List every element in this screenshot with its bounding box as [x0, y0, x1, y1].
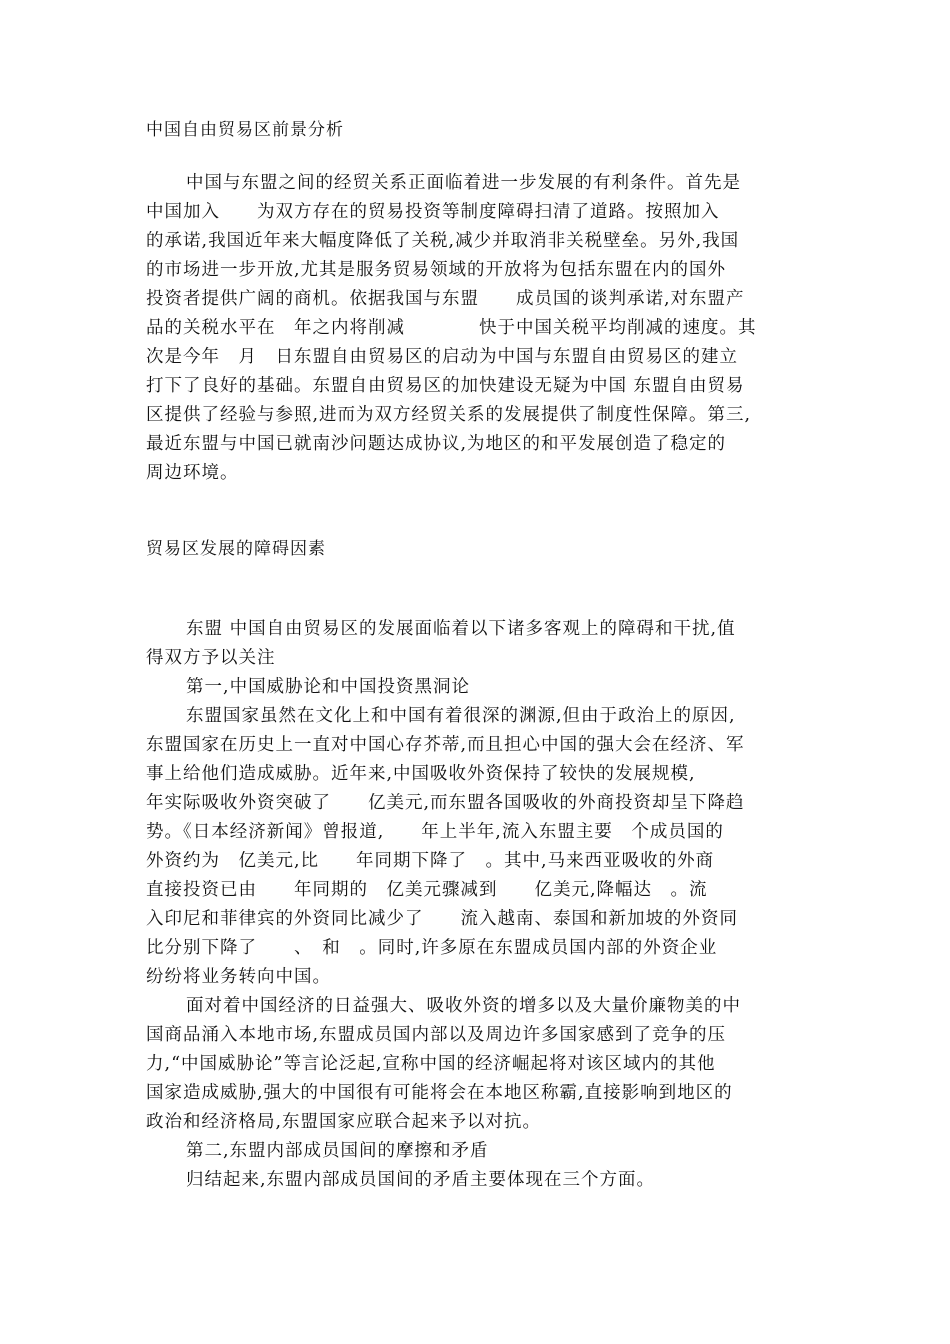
paragraph-line: 国家造成威胁,强大的中国很有可能将会在本地区称霸,直接影响到地区的: [146, 1083, 733, 1103]
paragraph-line: 东盟国家虽然在文化上和中国有着很深的渊源,但由于政治上的原因,: [186, 706, 736, 726]
paragraph-line: 政治和经济格局,东盟国家应联合起来予以对抗。: [146, 1112, 542, 1132]
heading-prospect-analysis: 中国自由贸易区前景分析: [146, 120, 344, 140]
paragraph-line: 归结起来,东盟内部成员国间的矛盾主要体现在三个方面。: [186, 1170, 656, 1190]
paragraph-line: 中国加入 为双方存在的贸易投资等制度障碍扫清了道路。按照加入: [146, 202, 720, 222]
paragraph-line: 的承诺,我国近年来大幅度降低了关税,减少并取消非关税壁垒。另外,我国: [146, 231, 740, 251]
paragraph-line: 直接投资已由 年同期的 亿美元骤减到 亿美元,降幅达 。流: [146, 880, 708, 900]
paragraph-line: 得双方予以关注: [146, 648, 276, 668]
paragraph-line: 打下了良好的基础。东盟自由贸易区的加快建设无疑为中国 东盟自由贸易: [146, 376, 745, 396]
paragraph-line: 面对着中国经济的日益强大、吸收外资的增多以及大量价廉物美的中: [186, 996, 741, 1016]
paragraph-line: 力,“中国威胁论”等言论泛起,宣称中国的经济崛起将对该区域内的其他: [146, 1054, 716, 1074]
subheading-asean-frictions: 第二,东盟内部成员国间的摩擦和矛盾: [186, 1141, 489, 1161]
paragraph-line: 入印尼和菲律宾的外资同比减少了 流入越南、泰国和新加坡的外资同: [146, 909, 738, 929]
paragraph-line: 中国与东盟之间的经贸关系正面临着进一步发展的有利条件。首先是: [186, 173, 741, 193]
paragraph-line: 势。《日本经济新闻》曾报道, 年上半年,流入东盟主要 个成员国的: [146, 822, 724, 842]
paragraph-line: 事上给他们造成威胁。近年来,中国吸收外资保持了较快的发展规模,: [146, 764, 696, 784]
paragraph-line: 的市场进一步开放,尤其是服务贸易领域的开放将为包括东盟在内的国外: [146, 260, 727, 280]
paragraph-line: 区提供了经验与参照,进而为双方经贸关系的发展提供了制度性保障。第三,: [146, 405, 752, 425]
heading-obstacles: 贸易区发展的障碍因素: [146, 539, 326, 559]
paragraph-line: 次是今年 月 日东盟自由贸易区的启动为中国与东盟自由贸易区的建立: [146, 347, 738, 367]
paragraph-line: 外资约为 亿美元,比 年同期下降了 。其中,马来西亚吸收的外商: [146, 851, 715, 871]
paragraph-line: 最近东盟与中国已就南沙问题达成协议,为地区的和平发展创造了稳定的: [146, 434, 727, 454]
paragraph-line: 东盟 中国自由贸易区的发展面临着以下诸多客观上的障碍和干扰,值: [186, 619, 736, 639]
paragraph-line: 投资者提供广阔的商机。依据我国与东盟 成员国的谈判承诺,对东盟产: [146, 289, 745, 309]
paragraph-line: 品的关税水平在 年之内将削减 快于中国关税平均削减的速度。其: [146, 318, 757, 338]
paragraph-line: 国商品涌入本地市场,东盟成员国内部以及周边许多国家感到了竞争的压: [146, 1025, 727, 1045]
paragraph-line: 东盟国家在历史上一直对中国心存芥蒂,而且担心中国的强大会在经济、军: [146, 735, 745, 755]
paragraph-line: 周边环境。: [146, 463, 239, 483]
paragraph-line: 比分别下降了 、 和 。同时,许多原在东盟成员国内部的外资企业: [146, 938, 718, 958]
paragraph-line: 纷纷将业务转向中国。: [146, 967, 331, 987]
subheading-china-threat: 第一,中国威胁论和中国投资黑洞论: [186, 677, 471, 697]
paragraph-line: 年实际吸收外资突破了 亿美元,而东盟各国吸收的外商投资却呈下降趋: [146, 793, 745, 813]
